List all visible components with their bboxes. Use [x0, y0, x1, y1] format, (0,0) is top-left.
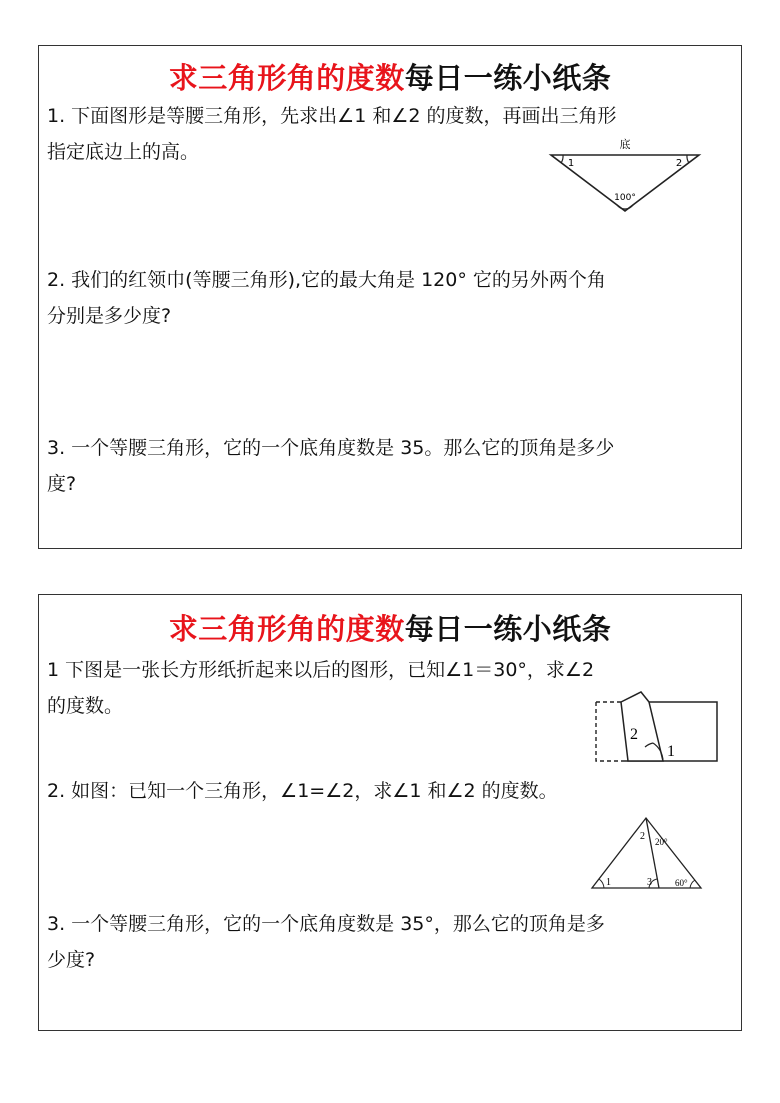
card2-q3-line1: 3. 一个等腰三角形，它的一个底角度数是 35°，那么它的顶角是多	[47, 913, 605, 935]
tri-angle1-arc	[599, 879, 604, 888]
tri-angle60-label: 60°	[675, 878, 688, 888]
card1-question-2	[47, 262, 606, 334]
card1-title-black: 每日一练小纸条	[404, 61, 612, 95]
card1-title	[39, 56, 741, 97]
card2-q1-line2: 的度数。	[47, 695, 124, 717]
fold-angle2-label: 2	[630, 726, 638, 743]
worksheet-card-2	[38, 594, 742, 1031]
tri-angle3-label: 3	[647, 877, 652, 888]
card1-q3-line1: 3. 一个等腰三角形，它的一个底角度数是 35。那么它的顶角是多少	[47, 437, 615, 459]
card1-q3-line2: 度?	[47, 473, 77, 495]
tri-angle1-label: 1	[606, 877, 611, 888]
angle2-arc	[687, 155, 689, 163]
card1-q1-line1: 1. 下面图形是等腰三角形，先求出∠1 和∠2 的度数，再画出三角形	[47, 105, 617, 127]
card2-q1-line1: 1 下图是一张长方形纸折起来以后的图形，已知∠1＝30°，求∠2	[47, 659, 595, 681]
tri-angle60-arc	[690, 880, 695, 888]
fold-angle1-label: 1	[667, 743, 675, 760]
card1-q2-line2: 分别是多少度?	[47, 305, 172, 327]
angle2-label: 2	[675, 158, 683, 169]
card1-q1-line2: 指定底边上的高。	[47, 141, 200, 163]
base-label: 底	[619, 138, 631, 151]
angle1-label: 1	[567, 158, 575, 169]
card2-folded-paper-figure	[593, 687, 719, 763]
card2-question-2	[47, 773, 558, 809]
apex-angle-label: 100°	[614, 193, 636, 203]
angle1-arc	[561, 155, 563, 163]
card2-triangle-figure	[589, 815, 705, 891]
card2-title-red: 求三角形角的度数	[168, 612, 405, 646]
card2-question-3	[47, 906, 605, 978]
card2-title	[39, 607, 741, 648]
card2-q2-line1: 2. 如图：已知一个三角形，∠1=∠2，求∠1 和∠2 的度数。	[47, 780, 558, 802]
card1-isosceles-triangle-figure	[545, 134, 705, 214]
apex-arc	[617, 205, 633, 209]
folded-flap-outline	[596, 702, 622, 761]
tri-angle2-label: 2	[640, 831, 645, 842]
card2-title-black: 每日一练小纸条	[404, 612, 612, 646]
card1-question-1	[47, 98, 617, 170]
card1-title-red: 求三角形角的度数	[168, 61, 405, 95]
tri-angle20-label: 20°	[655, 837, 668, 847]
card2-q3-line2: 少度?	[47, 949, 96, 971]
card1-question-3	[47, 430, 614, 502]
worksheet-card-1	[38, 45, 742, 549]
card2-question-1	[47, 652, 594, 724]
card1-q2-line1: 2. 我们的红领巾(等腰三角形),它的最大角是 120° 它的另外两个角	[47, 269, 606, 291]
